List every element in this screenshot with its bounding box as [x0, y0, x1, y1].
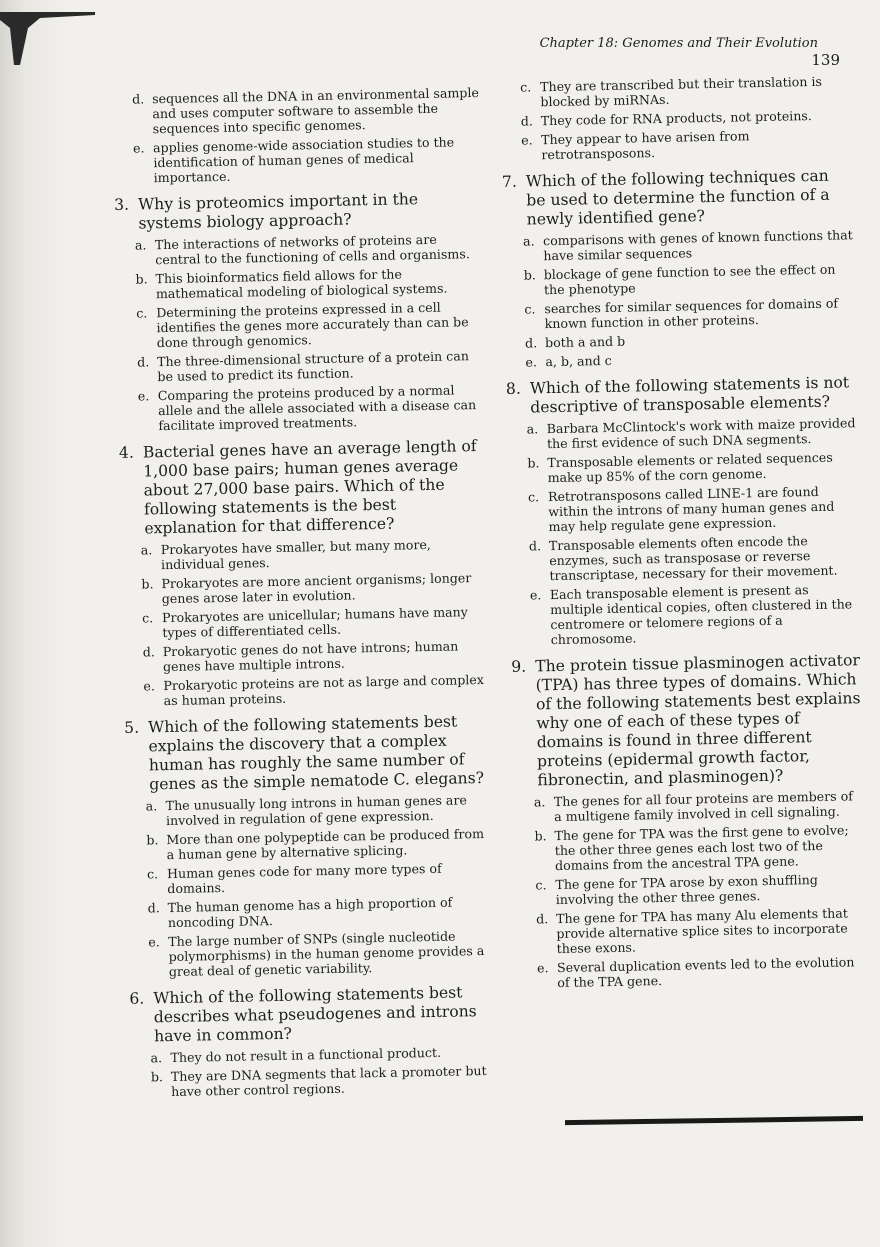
options-list: [132, 85, 482, 186]
question-stem: 6. Which of the following statements best describes what pseudogenes and introns have in common?: [129, 983, 477, 1046]
option: a. Barbara McClintock's work with maize provided the first evidence of such DNA segments.: [526, 415, 856, 452]
question-stem: 4. Bacterial genes have an average length of 1,000 base pairs; human genes average about 27,000 base pairs. Which of the following statements is the best explanation for that difference?: [118, 437, 477, 538]
option: c. The gene for TPA arose by exon shuffling involving the other three genes.: [535, 872, 819, 908]
option: c. Retrotransposons called LINE-1 are found within the introns of many human genes and may help regulate gene expression.: [527, 483, 835, 535]
option: e. They appear to have arisen from retrotransposons.: [521, 128, 750, 163]
option: c. Prokaryotes are unicellular; humans have many types of differentiated cells.: [141, 604, 468, 641]
question-stem: 3. Why is proteomics important in the systems biology approach?: [113, 190, 419, 233]
question-5: [124, 712, 497, 980]
option: b. Transposable elements or related sequences make up 85% of the corn genome.: [527, 449, 833, 486]
option: e. Comparing the proteins produced by a normal allele and the allele associated with a disease can facilitate improved treatments.: [137, 382, 477, 434]
option: c. Determining the proteins expressed in a cell identifies the genes more accurately than can be done through genomics.: [136, 299, 469, 351]
question-8: [506, 373, 861, 648]
option: a. They do not result in a functional product.: [150, 1044, 442, 1066]
options-list: [534, 788, 868, 990]
option: a. The interactions of networks of proteins are central to the functioning of cells and organisms.: [134, 231, 470, 268]
option: e. applies genome-wide association studies to the identification of human genes of medical importance.: [132, 134, 455, 186]
option: e. Each transposable element is present as multiple identical copies, often clustered in the centromere or telomere regions of a chromosome.: [529, 582, 853, 648]
option: d. Prokaryotic genes do not have introns; human genes have multiple introns.: [142, 638, 459, 675]
option: c. searches for similar sequences for domains of known function in other proteins.: [524, 295, 839, 332]
options-list: [523, 227, 856, 369]
option: d. They code for RNA products, not proteins.: [520, 108, 812, 129]
option: b. The gene for TPA was the first gene to evolve; the other three genes each lost two of the domains from the ancestral TPA gene.: [534, 822, 849, 874]
right-column: [500, 73, 868, 1001]
option: e. a, b, and c: [525, 352, 612, 370]
option: e. Several duplication events led to the evolution of the TPA gene.: [536, 954, 855, 991]
option: a. The unusually long introns in human genes are involved in regulation of gene expression.: [145, 792, 467, 829]
option: d. both a and b: [524, 333, 626, 351]
question-stem: 5. Which of the following statements best explains the discovery that a complex human has roughly the same number of genes as the simple nematode C. elegans?: [124, 712, 485, 794]
options-list: [141, 536, 492, 709]
question-stem: 9. The protein tissue plasminogen activator (TPA) has three types of domains. Which of the following statements best explains why one of each of these types of domains is found in three different proteins (epidermal growth factor, fibronectin, and plasminogen)?: [511, 651, 861, 790]
chapter-title: Chapter 18: Genomes and Their Evolution: [539, 36, 818, 51]
bottom-rule: [565, 1116, 863, 1125]
option: b. This bioinformatics field allows for the mathematical modeling of biological systems.: [135, 266, 448, 302]
option: b. They are DNA segments that lack a promoter but have other control regions.: [150, 1062, 487, 1100]
question-3: [114, 189, 487, 434]
option: e. The large number of SNPs (single nucleotide polymorphisms) in the human genome provides a great deal of genetic variability.: [148, 928, 485, 980]
question-4: [119, 437, 492, 709]
options-list: [527, 415, 861, 647]
option: b. blockage of gene function to see the effect on the phenotype: [523, 261, 836, 298]
question-stem: 8. Which of the following statements is not descriptive of transposable elements?: [505, 373, 850, 417]
options-list: [135, 231, 487, 434]
page-number: 139: [811, 51, 840, 69]
option: d. The gene for TPA has many Alu elements that provide alternative splice sites to incorporate these exons.: [535, 905, 849, 957]
option: c. They are transcribed but their translation is blocked by miRNAs.: [519, 73, 823, 110]
option: c. Human genes code for many more types of domains.: [146, 860, 442, 897]
option: d. The three-dimensional structure of a protein can be used to predict its function.: [137, 348, 470, 385]
corner-staple-mark: [0, 10, 95, 70]
options-list: [146, 792, 497, 980]
question-continuation: [500, 73, 852, 163]
options-list: [520, 73, 852, 162]
running-header: [520, 36, 840, 69]
option: a. comparisons with genes of known functions that have similar sequences: [522, 227, 853, 264]
option: b. Prokaryotes are more ancient organisms; longer genes arose later in evolution.: [141, 570, 472, 607]
option: a. Prokaryotes have smaller, but many more, individual genes.: [140, 536, 431, 573]
page-binding-shadow: [0, 0, 70, 1247]
question-continuation: [112, 85, 482, 186]
question-9: [511, 651, 867, 991]
option: a. The genes for all four proteins are members of a multigene family involved in cell signaling.: [533, 788, 854, 825]
option: d. sequences all the DNA in an environmental sample and uses computer software to assemble the sequences into specific genomes.: [131, 84, 480, 137]
option: e. Prokaryotic proteins are not as large and complex as human proteins.: [143, 671, 485, 709]
option: d. Transposable elements often encode the enzymes, such as transposase or reverse transcriptase, necessary for their movement.: [528, 533, 838, 584]
option: b. More than one polypeptide can be produced from a human gene by alternative splicing.: [146, 825, 485, 863]
question-7: [502, 166, 856, 370]
option: d. The human genome has a high proportion of noncoding DNA.: [147, 894, 453, 931]
question-6: [129, 983, 499, 1100]
left-column: [112, 85, 499, 1110]
options-list: [150, 1044, 499, 1100]
question-stem: 7. Which of the following techniques can be used to determine the function of a newly identified gene?: [501, 166, 830, 229]
